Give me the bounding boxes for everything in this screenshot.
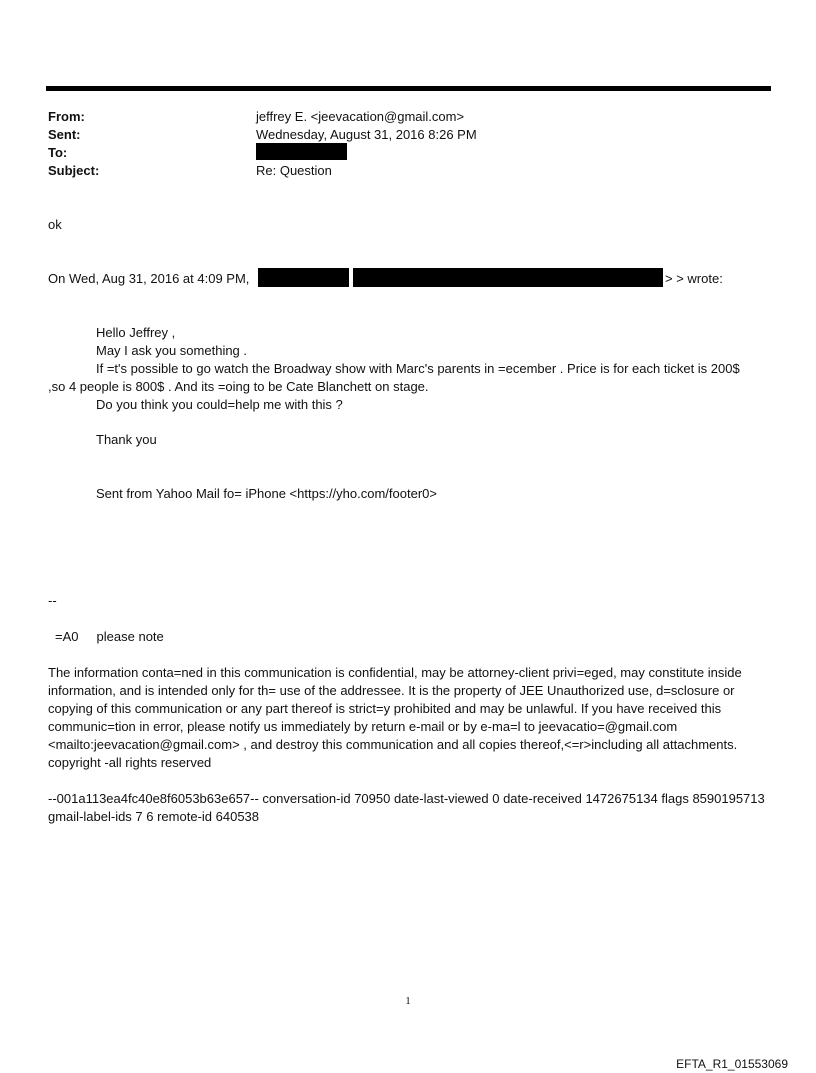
quoted-greeting: Hello Jeffrey ,	[96, 325, 176, 340]
sent-value: Wednesday, August 31, 2016 8:26 PM	[256, 127, 477, 142]
message-metadata: --001a113ea4fc40e8f6053b63e657-- conversation-id 70950 date-last-viewed 0 date-received 1472675134 flags 8590195713 gmail-label-ids 7 6 remote-id 640538	[48, 791, 765, 824]
confidentiality-disclaimer: The information conta=ned in this communication is confidential, may be attorney-client privi=eged, may constitute inside information, and is intended only for th= use of the addressee. It is the property of JEE Unauthorized use, d=sclosure or copying of this communication or any part thereof is strict=y prohibited and may be unlawful. If you have received this communic=tion in error, please notify us immediately by return e-mail or by e-ma=l to jeevacatio=@gmail.com <mailto:jeevacation@gmail.com> , and destroy this communication and all copies thereof,<=r>including all attachments. copyright -all rights reserved	[48, 665, 742, 770]
to-label: To:	[48, 145, 68, 160]
header-rule	[46, 86, 771, 91]
sender-email-redaction	[353, 268, 663, 287]
subject-label: Subject:	[48, 163, 100, 178]
quoted-line-1: May I ask you something .	[96, 343, 248, 358]
reply-body: ok	[48, 217, 62, 232]
please-note-line: =A0 please note	[55, 629, 164, 644]
to-redaction	[256, 143, 347, 160]
quote-intro-prefix: On Wed, Aug 31, 2016 at 4:09 PM,	[48, 271, 250, 286]
quoted-thanks: Thank you	[96, 432, 157, 447]
bates-number: EFTA_R1_01553069	[676, 1057, 788, 1071]
from-value: jeffrey E. <jeevacation@gmail.com>	[256, 109, 465, 124]
page-number: 1	[405, 995, 411, 1007]
signature-separator: --	[48, 593, 57, 608]
quoted-signature: Sent from Yahoo Mail fo= iPhone <https://yho.com/footer0>	[96, 486, 437, 501]
quote-intro-suffix: > > wrote:	[665, 271, 723, 286]
quoted-line-3: ,so 4 people is 800$ . And its =oing to be Cate Blanchett on stage.	[48, 379, 429, 394]
sent-label: Sent:	[48, 127, 81, 142]
quoted-line-4: Do you think you could=help me with this ?	[96, 397, 343, 412]
quoted-line-2: If =t's possible to go watch the Broadway show with Marc's parents in =ecember . Price is for each ticket is 200$	[96, 361, 740, 376]
subject-value: Re: Question	[256, 163, 332, 178]
sender-name-redaction	[258, 268, 349, 287]
from-label: From:	[48, 109, 85, 124]
